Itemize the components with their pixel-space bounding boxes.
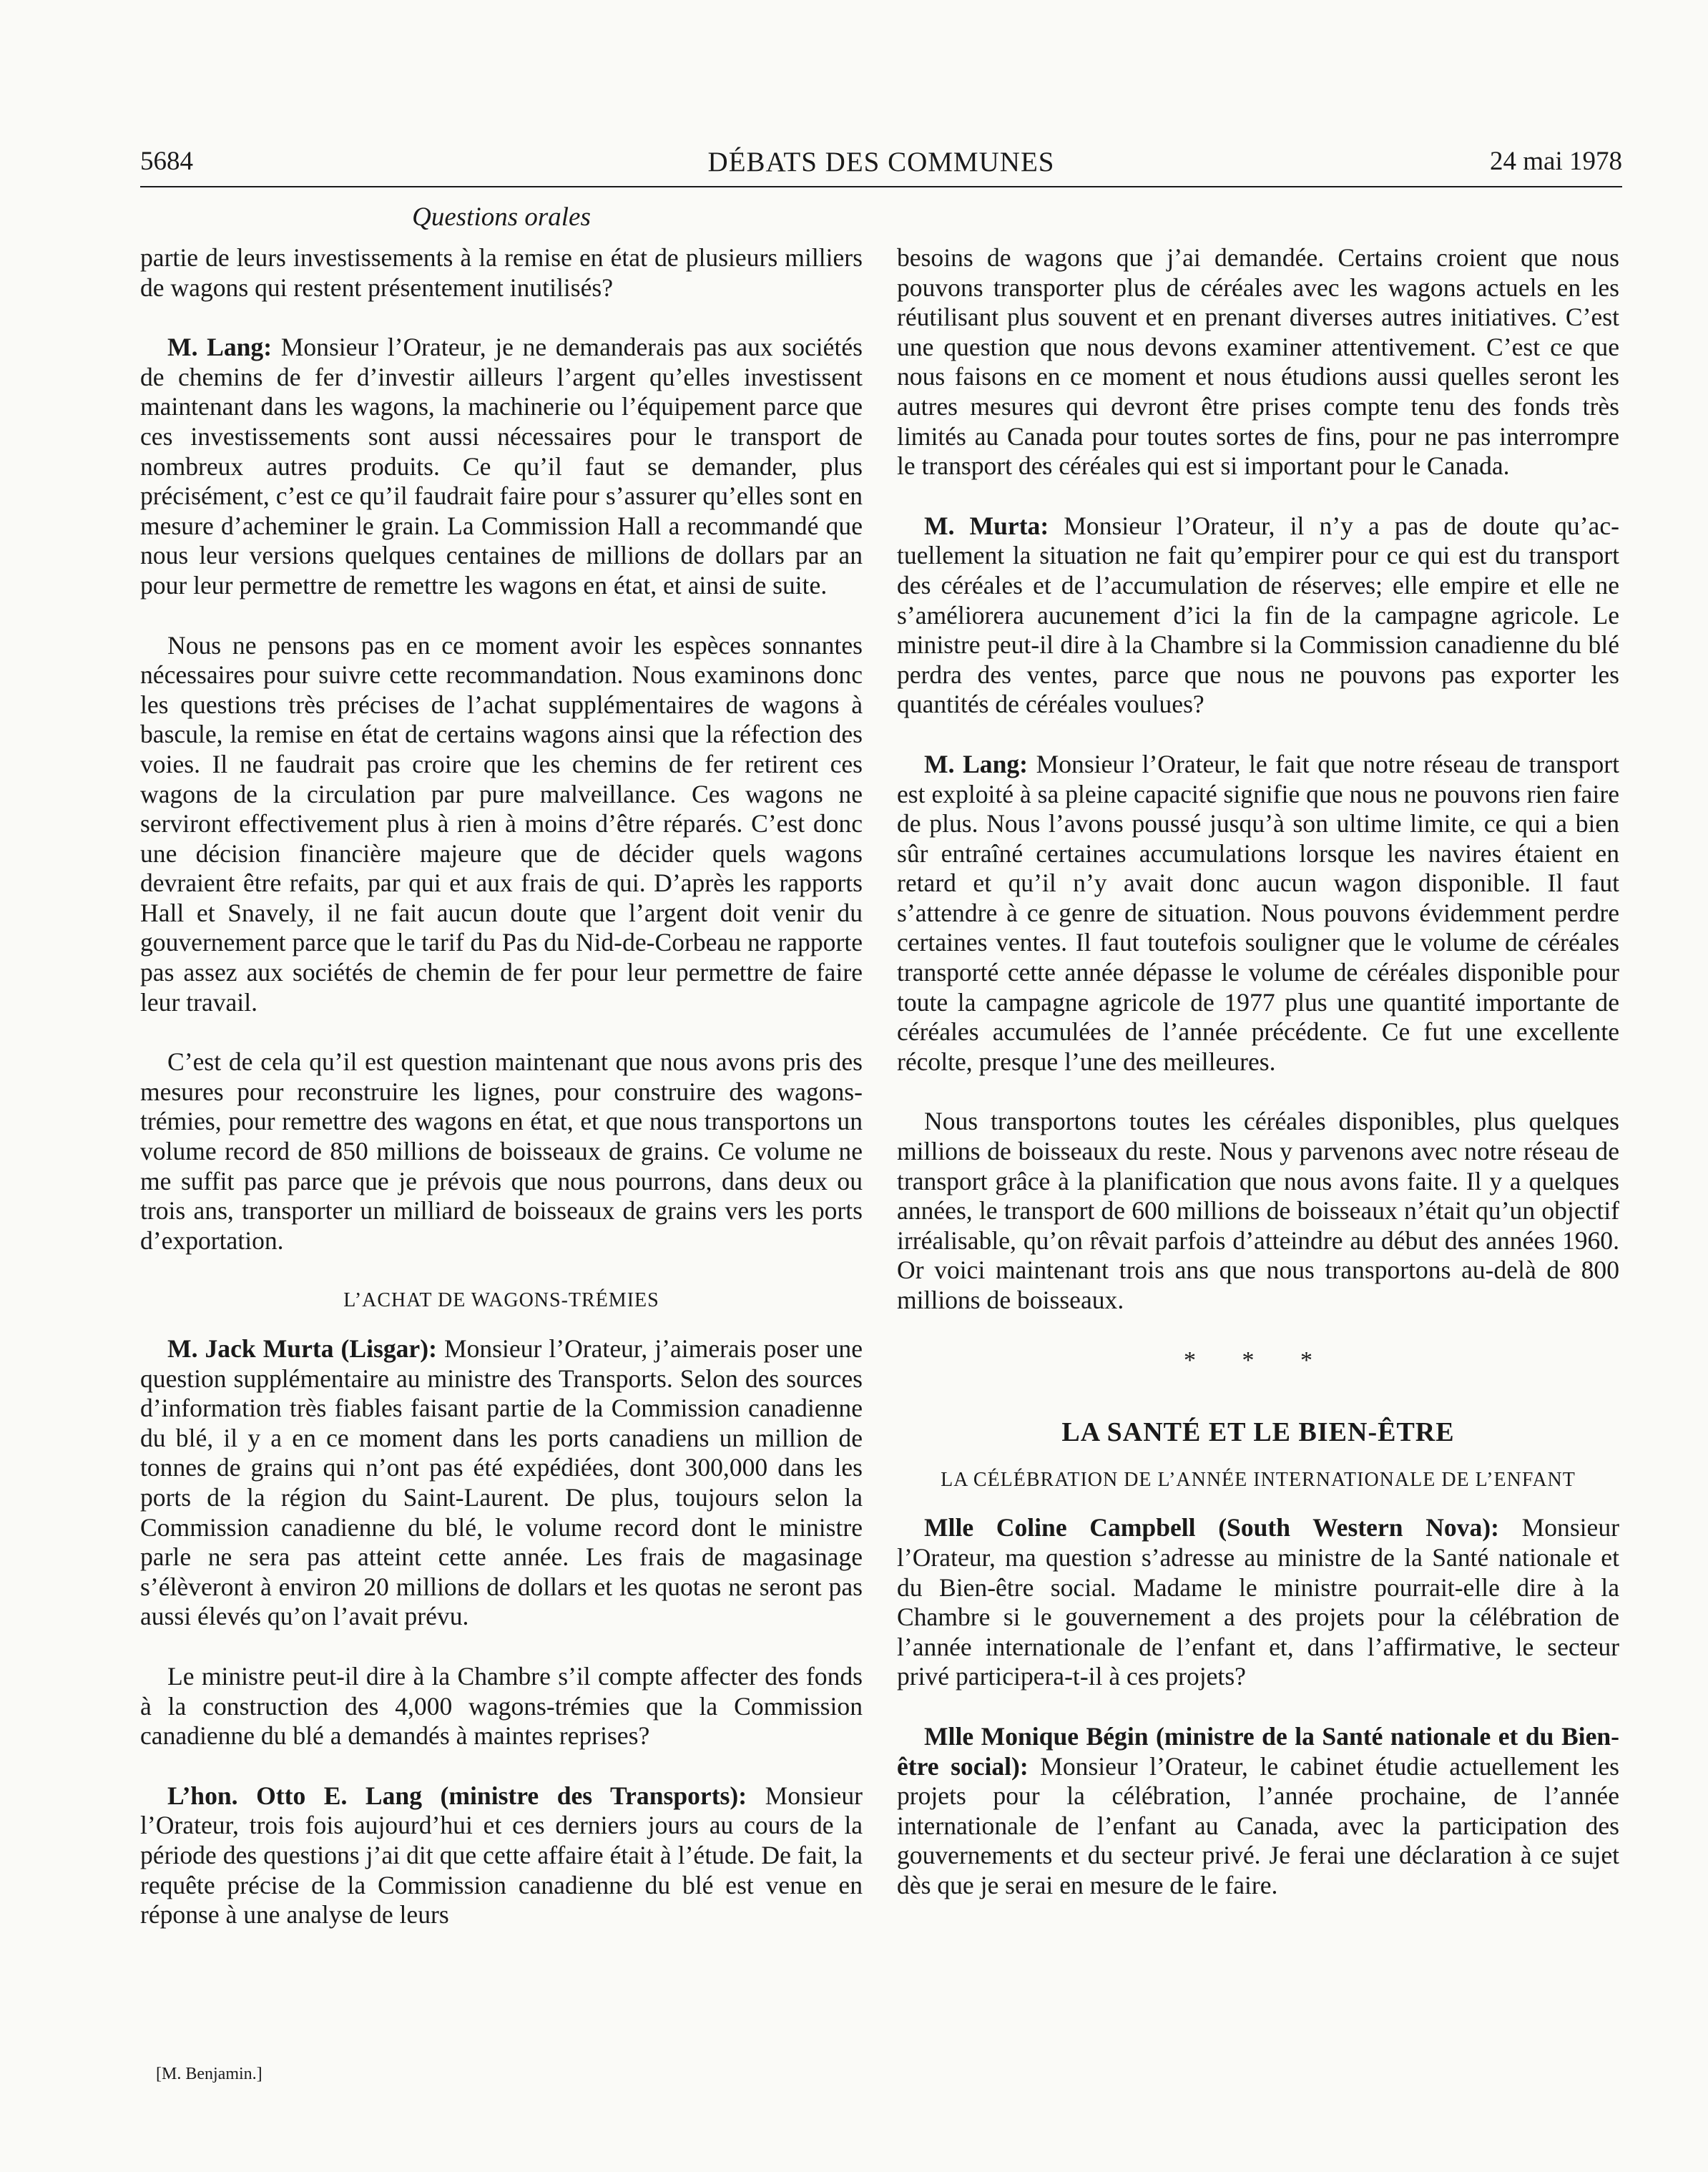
speech-text: Monsieur l’Orateur, le fait que notre réseau de transport est exploité à sa pleine capacité signifie que nous ne pouvons rien faire de plus. Nous l’avons poussé jusqu’à son ultime limite, ce qui a bien sûr entraîné certaines accumulations lorsque les navires étaient en retard et qu’il n’y avait donc aucun wagon disponible. Il faut s’attendre à ce genre de situation. Nous pouvons évidemment perdre certaines ventes. Il faut toutefois souligner que le volume de céréales transporté cette année dépasse le volume de céréales disponible pour toute la campagne agricole de 1977 plus une quantité importante de céréales accumulées de l’année précédente. Ce fut une excellente récolte, presque l’une des meilleures. — [897, 749, 1619, 1076]
paragraph — [897, 750, 1619, 1077]
paragraph — [897, 512, 1619, 720]
paragraph — [140, 1781, 863, 1930]
speaker-name: M. Lang: — [924, 749, 1029, 778]
section-subheader: Questions orales — [412, 202, 591, 232]
paragraph: Le ministre peut-il dire à la Chambre s’il compte affecter des fonds à la construction des 4,000 wagons-trémies que la Commission canadienne du blé a demandés à maintes reprises? — [140, 1661, 863, 1751]
paragraph: partie de leurs investissements à la remise en état de plusieurs milliers de wagons qui restent présentement inutilisés? — [140, 243, 863, 302]
paragraph: Nous transportons toutes les céréales disponibles, plus quelques millions de boisseaux du reste. Nous y parvenons avec notre réseau de transport grâce à la planification que nous avons faite. Il y a quelques années, le transport de 600 millions de boisseaux n’était qu’un objectif irréalisable, qu’on rêvait parfois d’atteindre au début des années 1960. Or voici maintenant trois ans que nous transportons au-delà de 800 millions de boisseaux. — [897, 1107, 1619, 1314]
left-column — [140, 243, 863, 1960]
paragraph: Nous ne pensons pas en ce moment avoir les espèces sonnantes nécessaires pour suivre cette recommandation. Nous examinons donc les questions très précises de l’achat supplémentaires de wagons à bascule, la remise en état de certains wagons ainsi que la réfection des voies. Il ne faudrait pas croire que les chemins de fer retirent ces wagons de la circulation par pure malveillance. Ces wagons ne serviront effectivement plus à rien à moins d’être réparés. C’est donc une décision financière majeure que de décider quels wagons devraient être refaits, par qui et aux frais de qui. D’après les rapports Hall et Snavely, il ne fait aucun doute que l’argent doit venir du gouvernement parce que le tarif du Pas du Nid-de-Corbeau ne rapporte pas assez aux sociétés de chemin de fer pour leur permettre de faire leur travail. — [140, 630, 863, 1017]
speaker-name: M. Jack Murta (Lisgar): — [167, 1334, 437, 1363]
section-subtitle: LA CÉLÉBRATION DE L’ANNÉE INTERNATIONALE DE L’ENFANT — [941, 1468, 1576, 1491]
paragraph: besoins de wagons que j’ai demandée. Certains croient que nous pouvons transporter plus de céréales avec les wagons actuels en les réutilisant plus souvent et en prenant diverses autres initiatives. C’est une question que nous devons examiner attentivement. C’est ce que nous faisons en ce moment et nous étudions aussi quelles seront les autres mesures qui devront être prises compte tenu des fonds très limités au Canada pour toutes sortes de fins, pour ne pas interrompre le transport des céréales qui est si important pour le Canada. — [897, 243, 1619, 481]
right-column — [897, 243, 1619, 1931]
speech-text: Monsieur l’Orateur, le cabinet étudie actuellement les projets pour la célébration, l’année prochaine, de l’année internationale de l’enfant au Canada, avec la participation des gouvernements et du secteur privé. Je ferai une déclaration à ce sujet dès que je serai en mesure de le faire. — [897, 1751, 1619, 1899]
speaker-name: Mlle Monique Bégin (ministre de la Santé nationale et du Bien-être social): — [897, 1721, 1619, 1781]
speech-text: Monsieur l’Orateur, je ne demanderais pas aux sociétés de chemins de fer d’investir ailleurs l’argent qu’elles investissent maintenant dans les wagons, la machinerie ou l’équipement parce que ces investissements sont aussi nécessaires pour le transport de nombreux autres produits. Ce qu’il faut se demander, plus précisément, c’est ce qu’il faudrait faire pour s’assurer qu’elles sont en mesure d’acheminer le grain. La Commission Hall a recommandé que nous leur versions quelques centaines de millions de dollars par an pour leur permettre de remettre les wagons en état, et ainsi de suite. — [140, 333, 863, 600]
section-heading: L’ACHAT DE WAGONS-TRÉMIES — [343, 1289, 659, 1312]
speech-text: Monsieur l’Orateur, ma question s’adresse au ministre de la Santé nationale et du Bien-être social. Madame le ministre pourrait-elle dire à la Chambre si le gouvernement a des projets pour la célébration de l’année internationale de l’enfant et, dans l’affirmative, le secteur privé participera-t-il à ces projets? — [897, 1513, 1619, 1691]
speech-text: Monsieur l’Orateur, trois fois aujourd’hui et ces derniers jours au cours de la période des questions j’ai dit que cette affaire était à l’étude. De fait, la requête précise de la Commission canadienne du blé est venue en réponse à une analyse de leurs — [140, 1781, 863, 1929]
paragraph — [140, 333, 863, 600]
publication-title: DÉBATS DES COMMUNES — [707, 147, 1055, 177]
section-title: LA SANTÉ ET LE BIEN-ÊTRE — [1061, 1417, 1455, 1448]
footer-note: [M. Benjamin.] — [156, 2065, 262, 2083]
paragraph — [897, 1722, 1619, 1901]
speaker-name: M. Murta: — [924, 511, 1049, 540]
speaker-name: L’hon. Otto E. Lang (ministre des Transports): — [167, 1781, 747, 1810]
publication-date: 24 mai 1978 — [1490, 147, 1622, 176]
speech-text: Monsieur l’Orateur, j’aimerais poser une question supplémentaire au ministre des Transports. Selon des sources d’information très fiables faisant partie de la Commission canadienne du blé, il y a en ce moment dans les ports canadiens un million de tonnes de grains qui n’ont pas été expédiées, dont 300,000 dans les ports de la région du Saint-Laurent. De plus, toujours selon la Commission canadienne du blé, le volume record dont le ministre parle ne sera pas atteint cette année. Les frais de magasinage s’élèveront à environ 20 millions de dollars et les quotas ne seront pas aussi élevés qu’on l’avait prévu. — [140, 1334, 863, 1631]
page-header — [140, 146, 1622, 187]
section-separator: * * * — [1184, 1346, 1332, 1374]
page-number: 5684 — [140, 147, 193, 176]
speaker-name: M. Lang: — [167, 333, 273, 362]
paragraph: C’est de cela qu’il est question maintenant que nous avons pris des mesures pour reconstruire les lignes, pour construire des wagons-trémies, pour remettre des wagons en état, et que nous transportons un volume record de 850 millions de boisseaux de grains. Ce volume ne me suffit pas parce que je prévois que nous pourrons, dans deux ou trois ans, transporter un milliard de boisseaux de grains vers les ports d’exportation. — [140, 1047, 863, 1255]
speaker-name: Mlle Coline Campbell (South Western Nova): — [924, 1513, 1499, 1542]
speech-text: Monsieur l’Orateur, il n’y a pas de doute qu’actuellement la situation ne fait qu’empirer pour ce qui est du transport des céréales et de l’accumulation de réserves; elle empire et elle ne s’améliorera aucunement d’ici la fin de la campagne agricole. Le ministre peut-il dire à la Chambre si la Commission canadienne du blé perdra des ventes, parce que nous ne pouvons pas exporter les quantités de céréales voulues? — [897, 511, 1619, 719]
paragraph — [140, 1334, 863, 1632]
paragraph — [897, 1513, 1619, 1692]
